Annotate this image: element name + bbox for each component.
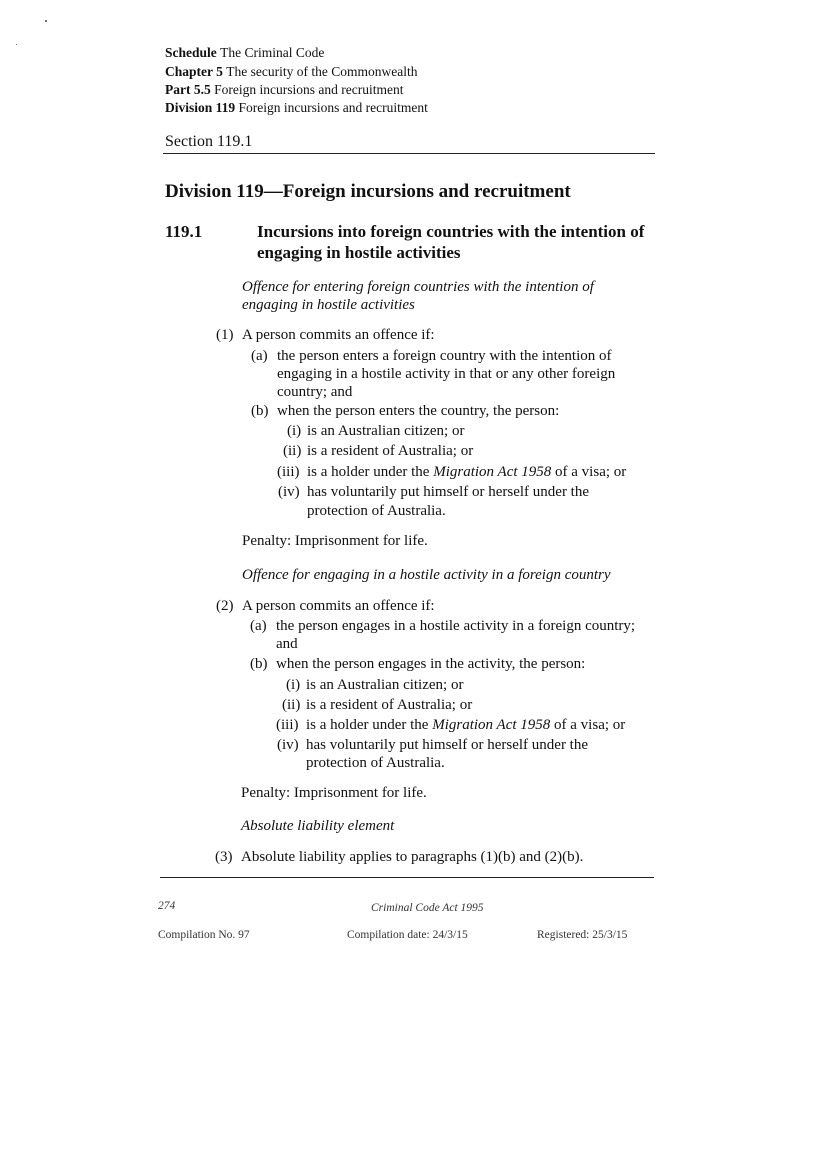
subsection3-heading: Absolute liability element [241, 818, 395, 834]
header-part [165, 81, 403, 99]
header-division [165, 99, 428, 117]
subsection2-para-b-line1: when the person engages in the activity, the person: [276, 656, 586, 672]
section-title-line1: Incursions into foreign countries with the intention of [257, 222, 645, 241]
subsection2-sub-i-text: is an Australian citizen; or [306, 677, 464, 693]
subsection2-heading: Offence for engaging in a hostile activity in a foreign country [242, 567, 611, 583]
header-schedule-text: The Criminal Code [220, 45, 325, 60]
subsection1-para-b-number: (b) [251, 403, 269, 419]
footer-compilation-date: Compilation date: 24/3/15 [347, 929, 468, 941]
subsection1-para-a-line3: country; and [277, 384, 353, 400]
subsection1-sub-iii-number: (iii) [277, 464, 300, 480]
subsection2-sub-iii-number: (iii) [276, 717, 299, 733]
subsection2-sub-iv-line1: has voluntarily put himself or herself under the [306, 737, 589, 753]
subsection1-sub-iv-line2: protection of Australia. [307, 503, 446, 519]
subsection2-sub-ii-number: (ii) [282, 697, 301, 713]
subsection3-number: (3) [215, 849, 233, 865]
header-schedule-label: Schedule [165, 45, 217, 60]
subsection1-penalty: Penalty: Imprisonment for life. [242, 533, 428, 549]
subsection1-sub-iv-line1: has voluntarily put himself or herself under the [307, 484, 590, 500]
section-title-line2: engaging in hostile activities [257, 243, 461, 262]
subsection1-intro: A person commits an offence if: [242, 327, 435, 343]
subsection2-sub-iv-line2: protection of Australia. [306, 755, 445, 771]
subsection2-para-b-number: (b) [250, 656, 268, 672]
subsection1-para-a-line2: engaging in a hostile activity in that or any other foreign [277, 366, 616, 382]
header-rule [163, 153, 655, 154]
subsection1-para-a-line1: the person enters a foreign country with the intention of [277, 348, 612, 364]
subsection1-act-name: Migration Act 1958 [433, 464, 552, 480]
header-division-label: Division 119 [165, 100, 236, 115]
header-chapter-text: The security of the Commonwealth [226, 64, 418, 79]
subsection2-sub-iii-text [306, 716, 625, 735]
subsection1-sub-i-text: is an Australian citizen; or [307, 423, 465, 439]
header-part-text: Foreign incursions and recruitment [214, 82, 404, 97]
scan-speck [16, 44, 17, 45]
subsection2-sub-i-number: (i) [286, 677, 301, 693]
subsection1-heading-line1: Offence for entering foreign countries with the intention of [242, 279, 594, 295]
subsection1-sub-iii-pre: is a holder under the [307, 464, 434, 480]
header-chapter-label: Chapter 5 [165, 64, 223, 79]
subsection2-sub-iv-number: (iv) [277, 737, 299, 753]
section-number: 119.1 [165, 222, 203, 241]
scan-speck [45, 20, 47, 22]
subsection2-sub-iii-pre: is a holder under the [306, 717, 433, 733]
footer-act-title: Criminal Code Act 1995 [371, 902, 484, 914]
footer-compilation-no: Compilation No. 97 [158, 929, 250, 941]
subsection1-para-b-line1: when the person enters the country, the person: [277, 403, 560, 419]
subsection2-para-a-line2: and [276, 636, 298, 652]
subsection1-sub-iii-post: of a visa; or [551, 464, 627, 480]
footer-rule [160, 877, 654, 878]
subsection2-penalty: Penalty: Imprisonment for life. [241, 785, 427, 801]
subsection3-text: Absolute liability applies to paragraphs (1)(b) and (2)(b). [241, 849, 584, 865]
subsection2-intro: A person commits an offence if: [242, 598, 435, 614]
subsection1-sub-i-number: (i) [287, 423, 302, 439]
header-schedule [165, 44, 324, 62]
subsection1-para-a-number: (a) [251, 348, 268, 364]
subsection2-number: (2) [216, 598, 234, 614]
subsection1-sub-iv-number: (iv) [278, 484, 300, 500]
subsection1-sub-iii-text [307, 463, 626, 482]
division-heading: Division 119—Foreign incursions and recruitment [165, 181, 571, 202]
header-division-text: Foreign incursions and recruitment [238, 100, 428, 115]
section-tag: Section 119.1 [165, 133, 253, 150]
subsection1-heading-line2: engaging in hostile activities [242, 297, 415, 313]
subsection1-number: (1) [216, 327, 234, 343]
subsection2-para-a-number: (a) [250, 618, 267, 634]
subsection2-act-name: Migration Act 1958 [432, 717, 551, 733]
subsection2-sub-ii-text: is a resident of Australia; or [306, 697, 473, 713]
subsection1-sub-ii-text: is a resident of Australia; or [307, 443, 474, 459]
page-number: 274 [158, 900, 176, 912]
footer-registered: Registered: 25/3/15 [537, 929, 628, 941]
subsection2-sub-iii-post: of a visa; or [550, 717, 626, 733]
header-chapter [165, 63, 417, 81]
subsection2-para-a-line1: the person engages in a hostile activity in a foreign country; [276, 618, 636, 634]
subsection1-sub-ii-number: (ii) [283, 443, 302, 459]
header-part-label: Part 5.5 [165, 82, 211, 97]
